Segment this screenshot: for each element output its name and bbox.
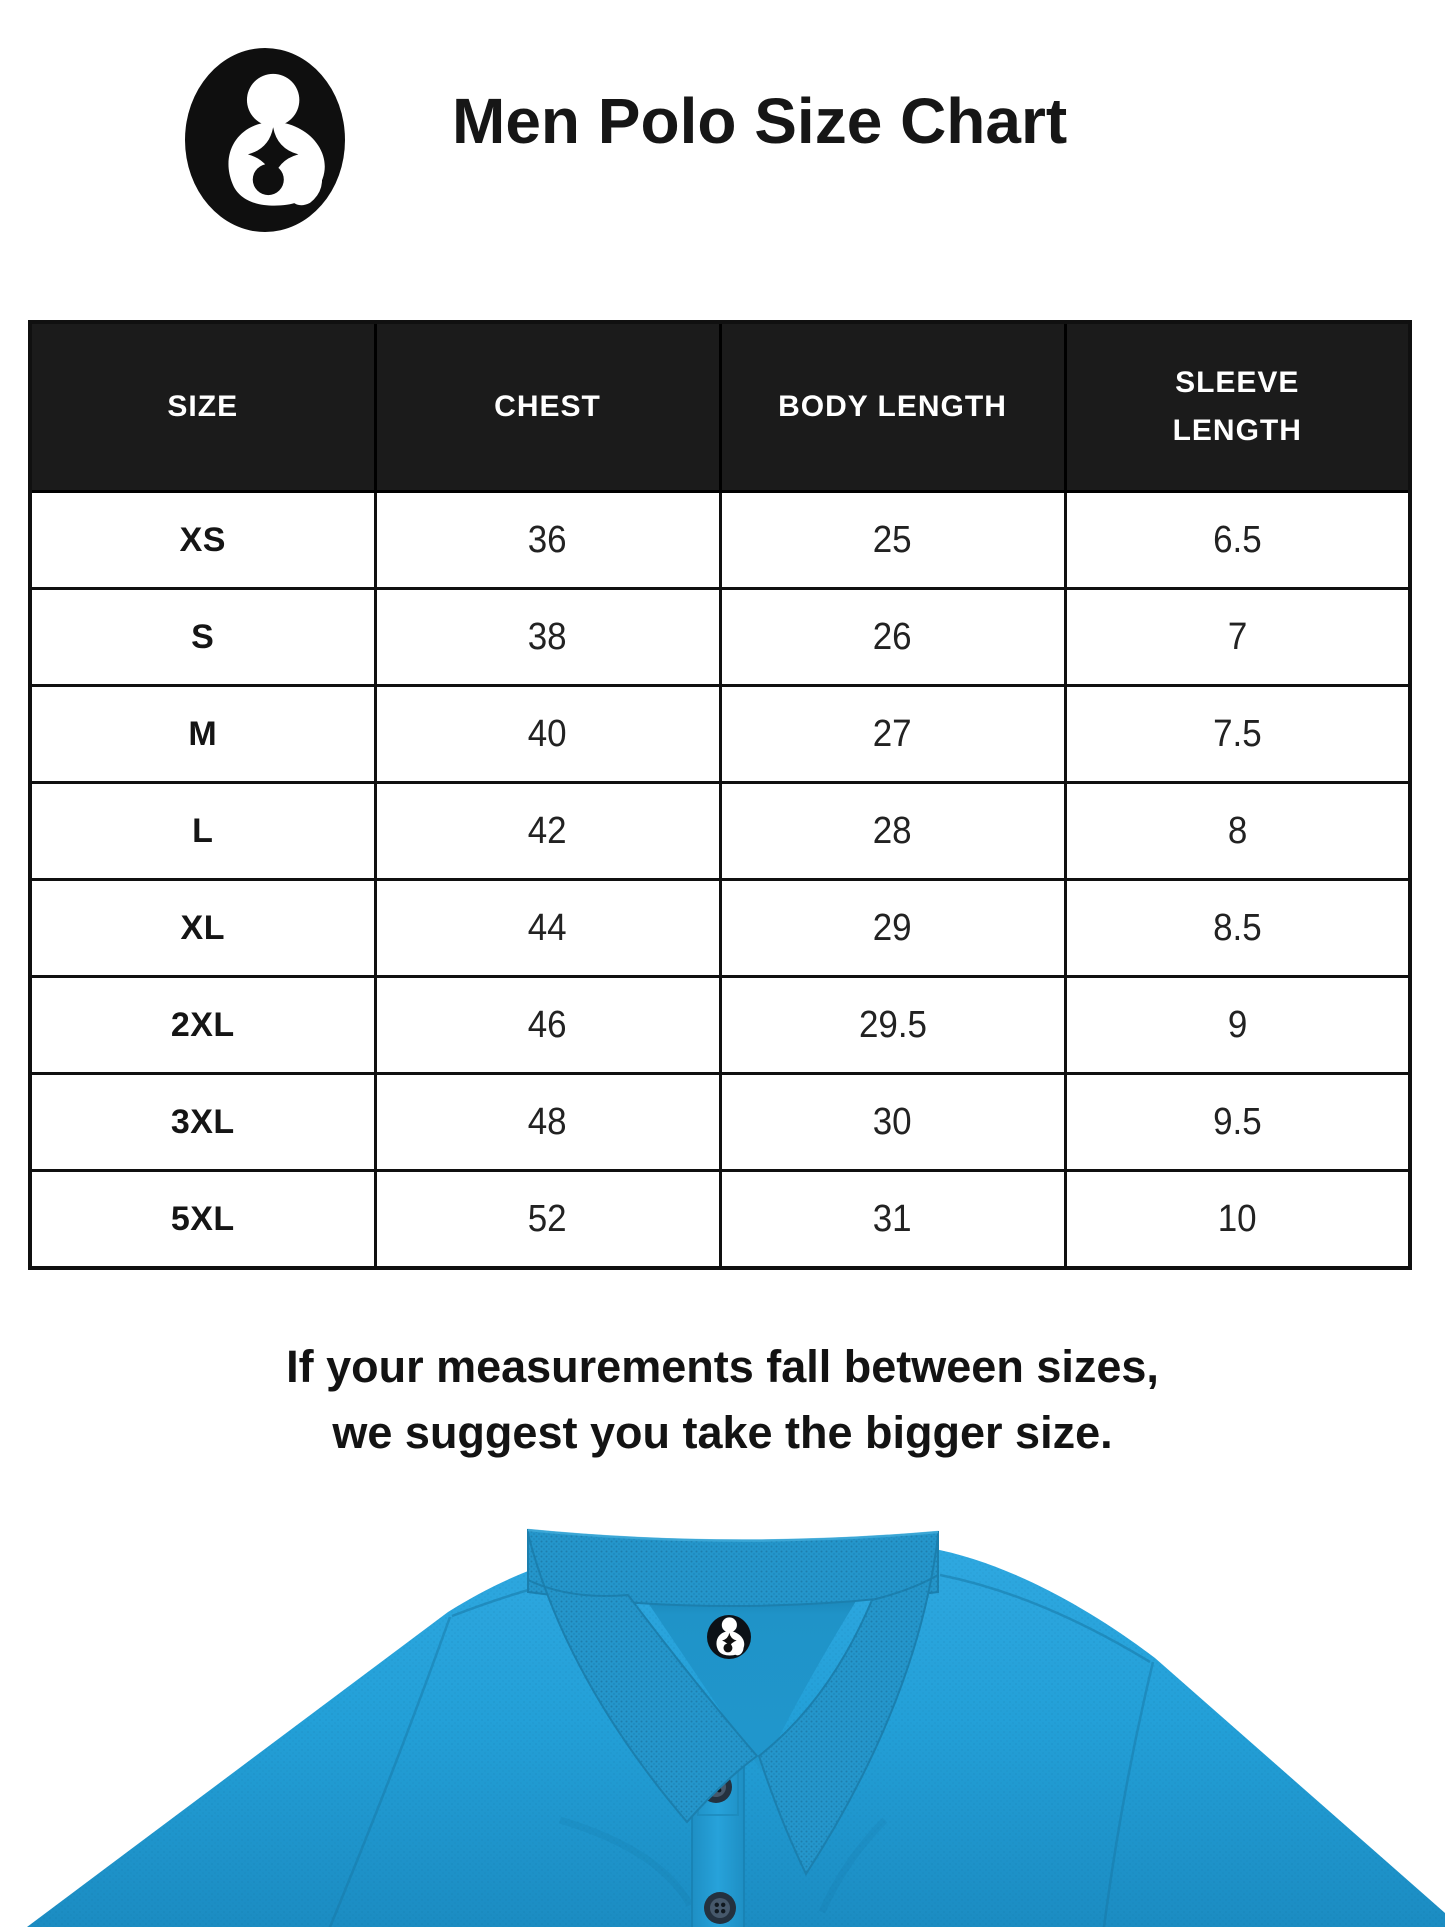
table-header-row [30,322,1410,492]
chest-cell: 44 [375,880,720,977]
chest-cell: 42 [375,783,720,880]
size-cell: 5XL [30,1171,375,1269]
column-header-body-length: BODY LENGTH [720,322,1065,492]
sizing-note-line-1: If your measurements fall between sizes, [286,1341,1159,1392]
column-header-sleeve-length: SLEEVE LENGTH [1065,322,1410,492]
sleeve-length-cell: 9 [1065,977,1410,1074]
body-length-cell: 29 [720,880,1065,977]
body-length-cell: 30 [720,1074,1065,1171]
table-row-l [30,783,1410,880]
brand-label mother-and-child-icon [707,1615,751,1659]
polo-button-bottom [704,1892,736,1924]
sleeve-length-cell: 8 [1065,783,1410,880]
body-length-cell: 29.5 [720,977,1065,1074]
table-row-xs [30,492,1410,589]
polo-shirt-photo [0,1520,1445,1927]
size-cell: M [30,686,375,783]
body-length-cell: 31 [720,1171,1065,1269]
size-cell: XS [30,492,375,589]
sleeve-length-cell: 8.5 [1065,880,1410,977]
sleeve-length-cell: 7 [1065,589,1410,686]
table-row-m [30,686,1410,783]
sleeve-length-cell: 9.5 [1065,1074,1410,1171]
size-chart-table [28,320,1412,1270]
chest-cell: 40 [375,686,720,783]
column-header-chest: CHEST [375,322,720,492]
sizing-note-line-2: we suggest you take the bigger size. [332,1407,1113,1458]
size-cell: L [30,783,375,880]
size-cell: 2XL [30,977,375,1074]
chest-cell: 36 [375,492,720,589]
table-row-2xl [30,977,1410,1074]
chest-cell: 46 [375,977,720,1074]
table-row-5xl [30,1171,1410,1269]
body-length-cell: 27 [720,686,1065,783]
body-length-cell: 25 [720,492,1065,589]
table-row-s [30,589,1410,686]
table-row-xl [30,880,1410,977]
chest-cell: 52 [375,1171,720,1269]
body-length-cell: 26 [720,589,1065,686]
size-cell: S [30,589,375,686]
body-length-cell: 28 [720,783,1065,880]
chest-cell: 48 [375,1074,720,1171]
sleeve-length-cell: 7.5 [1065,686,1410,783]
chest-cell: 38 [375,589,720,686]
page-title: Men Polo Size Chart [452,85,1068,157]
size-cell: XL [30,880,375,977]
size-cell: 3XL [30,1074,375,1171]
sleeve-length-cell: 10 [1065,1171,1410,1269]
column-header-size: SIZE [30,322,375,492]
table-row-3xl [30,1074,1410,1171]
sleeve-length-cell: 6.5 [1065,492,1410,589]
sizing-note [0,1334,1445,1466]
brand-logo mother-and-child-icon [183,45,353,235]
